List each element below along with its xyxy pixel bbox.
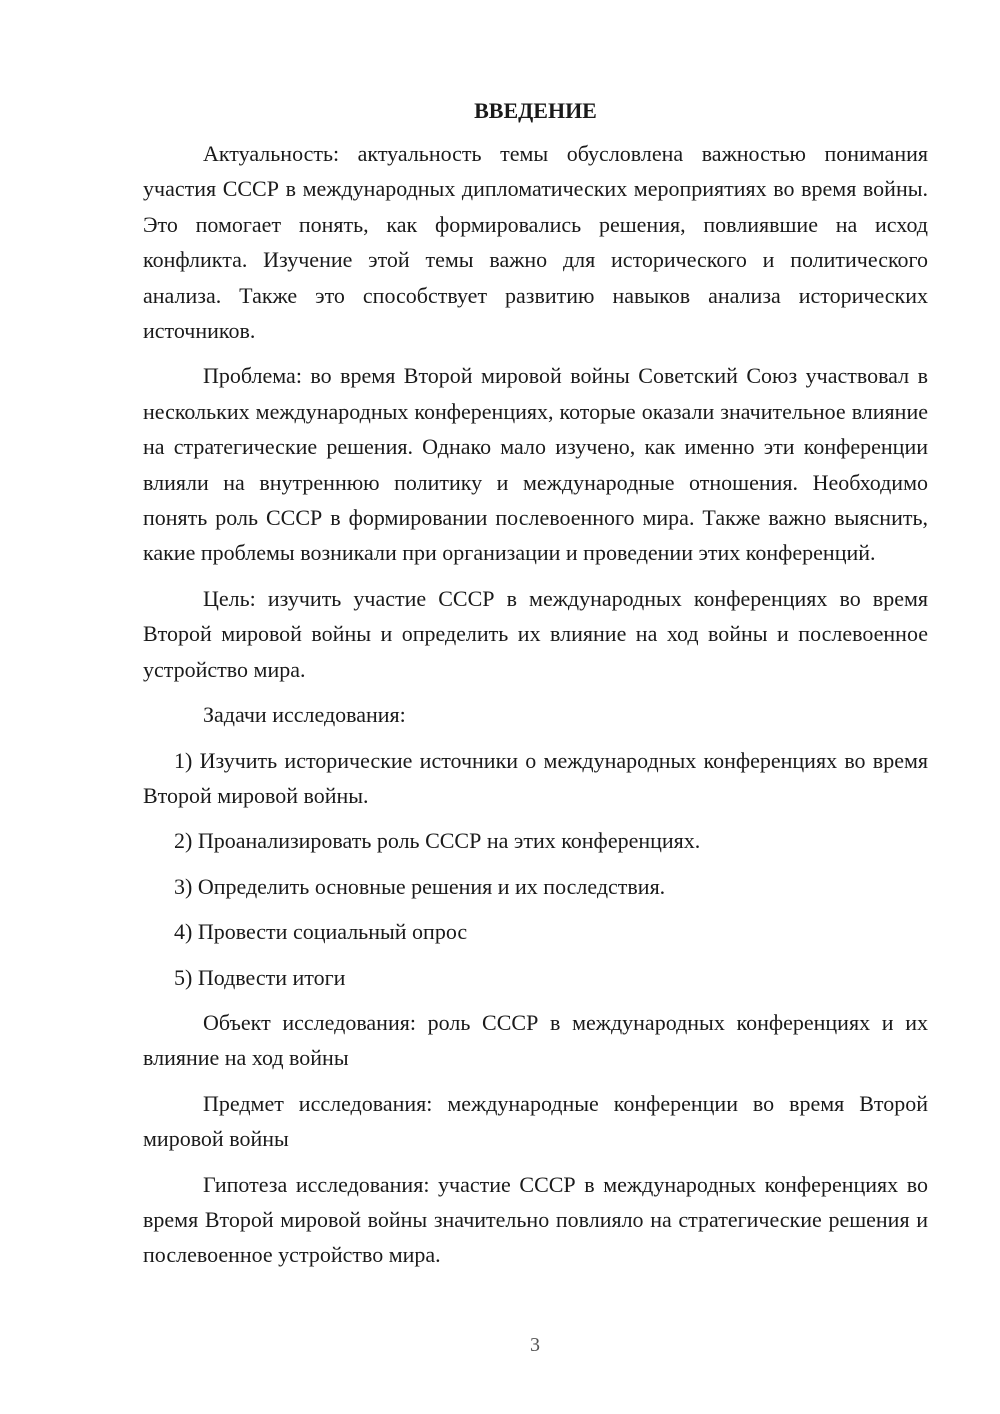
page-number: 3 <box>530 1334 540 1356</box>
task-item: 4) Провести социальный опрос <box>174 919 468 945</box>
goal-paragraph: Цель: изучить участие СССР в международных конференциях во время Второй мировой войны и определить их влияние на ход войны и послевоенное устройство мира. <box>143 585 928 682</box>
task-item: 5) Подвести итоги <box>174 964 346 990</box>
section-title: ВВЕДЕНИЕ <box>474 98 597 123</box>
task-item: 2) Проанализировать роль СССР на этих конференциях. <box>174 828 701 854</box>
subject-paragraph: Предмет исследования: международные конференции во время Второй мировой войны <box>143 1090 928 1152</box>
document-page <box>143 96 928 1283</box>
object-paragraph: Объект исследования: роль СССР в международных конференциях и их влияние на ход войны <box>143 1009 928 1071</box>
task-item: 3) Определить основные решения и их последствия. <box>174 873 666 899</box>
tasks-list <box>143 743 928 995</box>
tasks-heading: Задачи исследования: <box>203 702 406 728</box>
relevance-paragraph: Актуальность: актуальность темы обусловлена важностью понимания участия СССР в международных дипломатических мероприятиях во время войны. Это помогает понять, как формировались решения, повлиявшие на исход конфликта. Изучение этой темы важно для исторического и политического анализа. Также это способствует развитию навыков анализа исторических источников. <box>143 141 928 344</box>
task-item: 1) Изучить исторические источники о международных конференциях во время Второй мировой войны. <box>143 747 928 808</box>
hypothesis-paragraph: Гипотеза исследования: участие СССР в международных конференциях во время Второй мировой войны значительно повлияло на стратегические решения и послевоенное устройство мира. <box>143 1171 928 1268</box>
problem-paragraph: Проблема: во время Второй мировой войны Советский Союз участвовал в нескольких международных конференциях, которые оказали значительное влияние на стратегические решения. Однако мало изучено, как именно эти конференции влияли на внутреннюю политику и международные отношения. Необходимо понять роль СССР в формировании послевоенного мира. Также важно выяснить, какие проблемы возникали при организации и проведении этих конференций. <box>143 363 928 566</box>
